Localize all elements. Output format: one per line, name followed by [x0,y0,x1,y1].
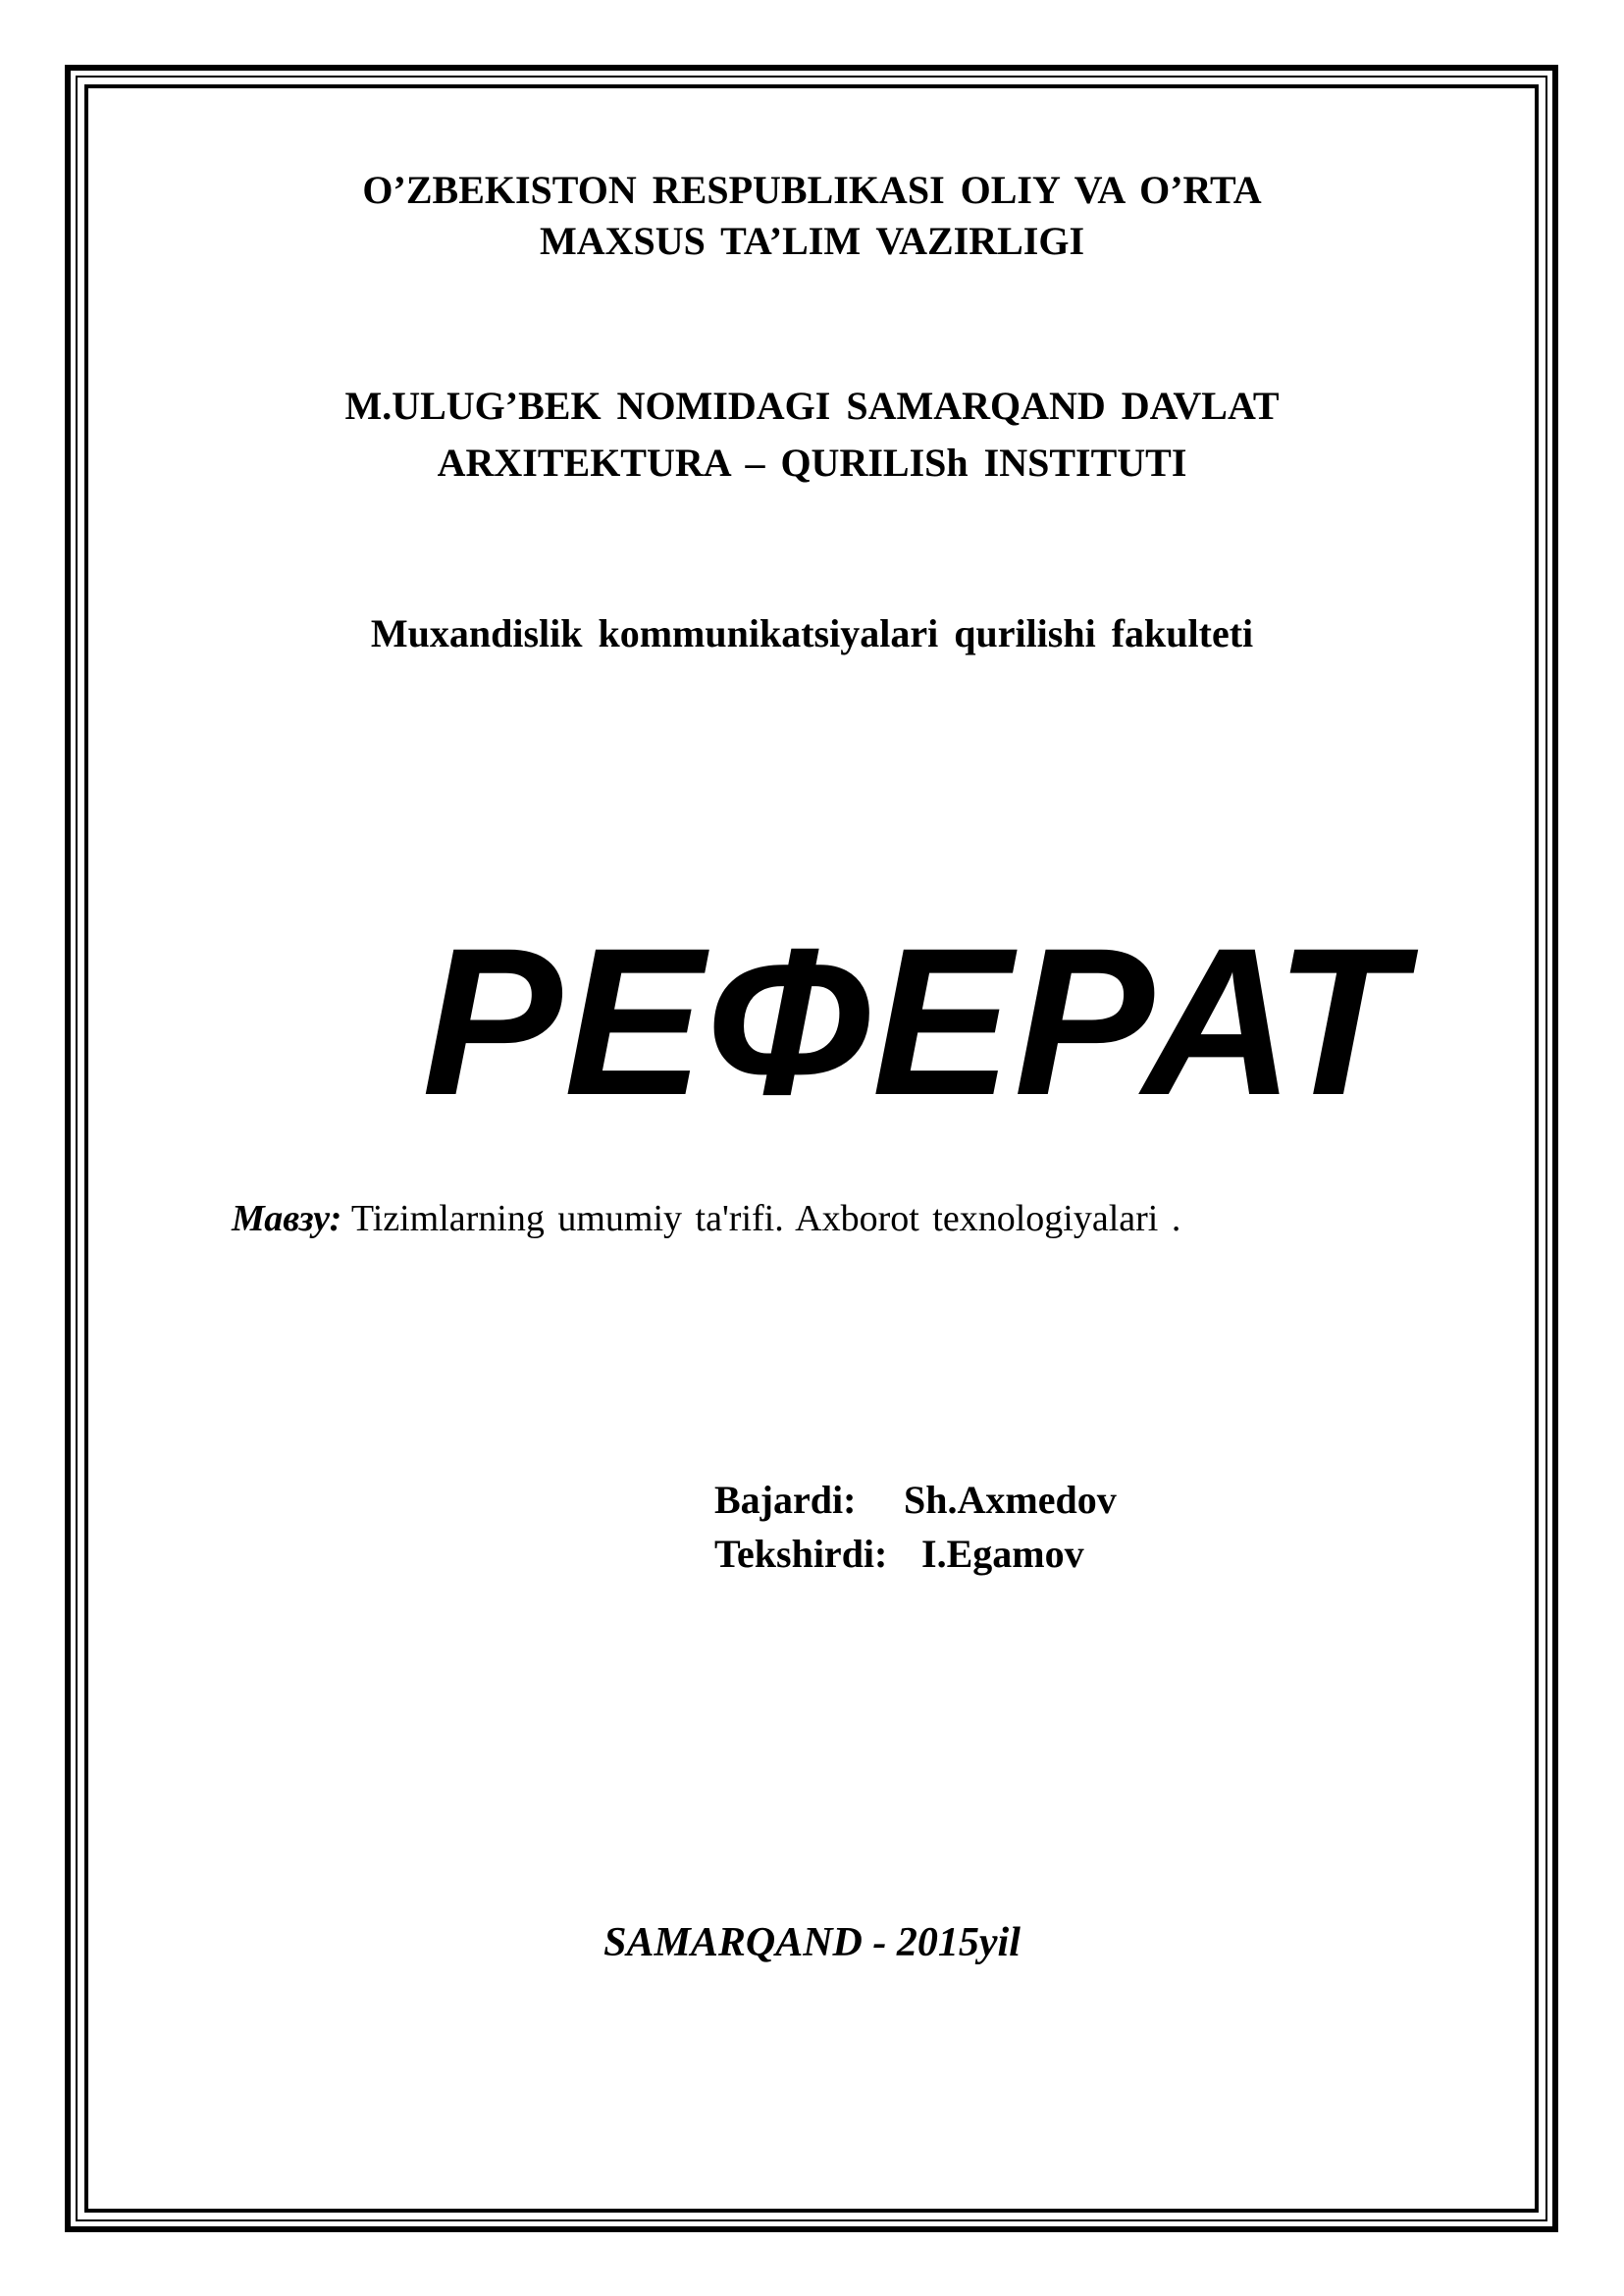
performed-by-name: Sh.Axmedov [904,1478,1117,1522]
faculty-name: Muxandislik kommunikatsiyalari qurilishi fakulteti [370,611,1254,655]
city-year: SAMARQAND - 2015yil [603,1920,1021,1965]
performed-by-label: Bajardi: [714,1478,857,1522]
document-type-title: РЕФЕРАТ [422,905,1406,1139]
topic-text: Tizimlarning umumiy ta'rifi. Axborot texnologiyalari . [350,1198,1181,1239]
institute-line-2: ARXITEKTURA – QURILISh INSTITUTI [437,441,1187,485]
checked-by-row [714,1531,1084,1577]
institute-line-1: M.ULUG’BEK NOMIDAGI SAMARQAND DAVLAT [344,384,1280,428]
ministry-line-1: O’ZBEKISTON RESPUBLIKASI OLIY VA O’RTA [362,168,1262,212]
checked-by-name: I.Egamov [921,1532,1084,1576]
topic-line [232,1197,1180,1240]
ministry-line-2: MAXSUS TA’LIM VAZIRLIGI [539,219,1085,263]
topic-label: Мавзу: [232,1198,342,1239]
checked-by-label: Tekshirdi: [714,1532,888,1576]
performed-by-row [714,1477,1117,1523]
